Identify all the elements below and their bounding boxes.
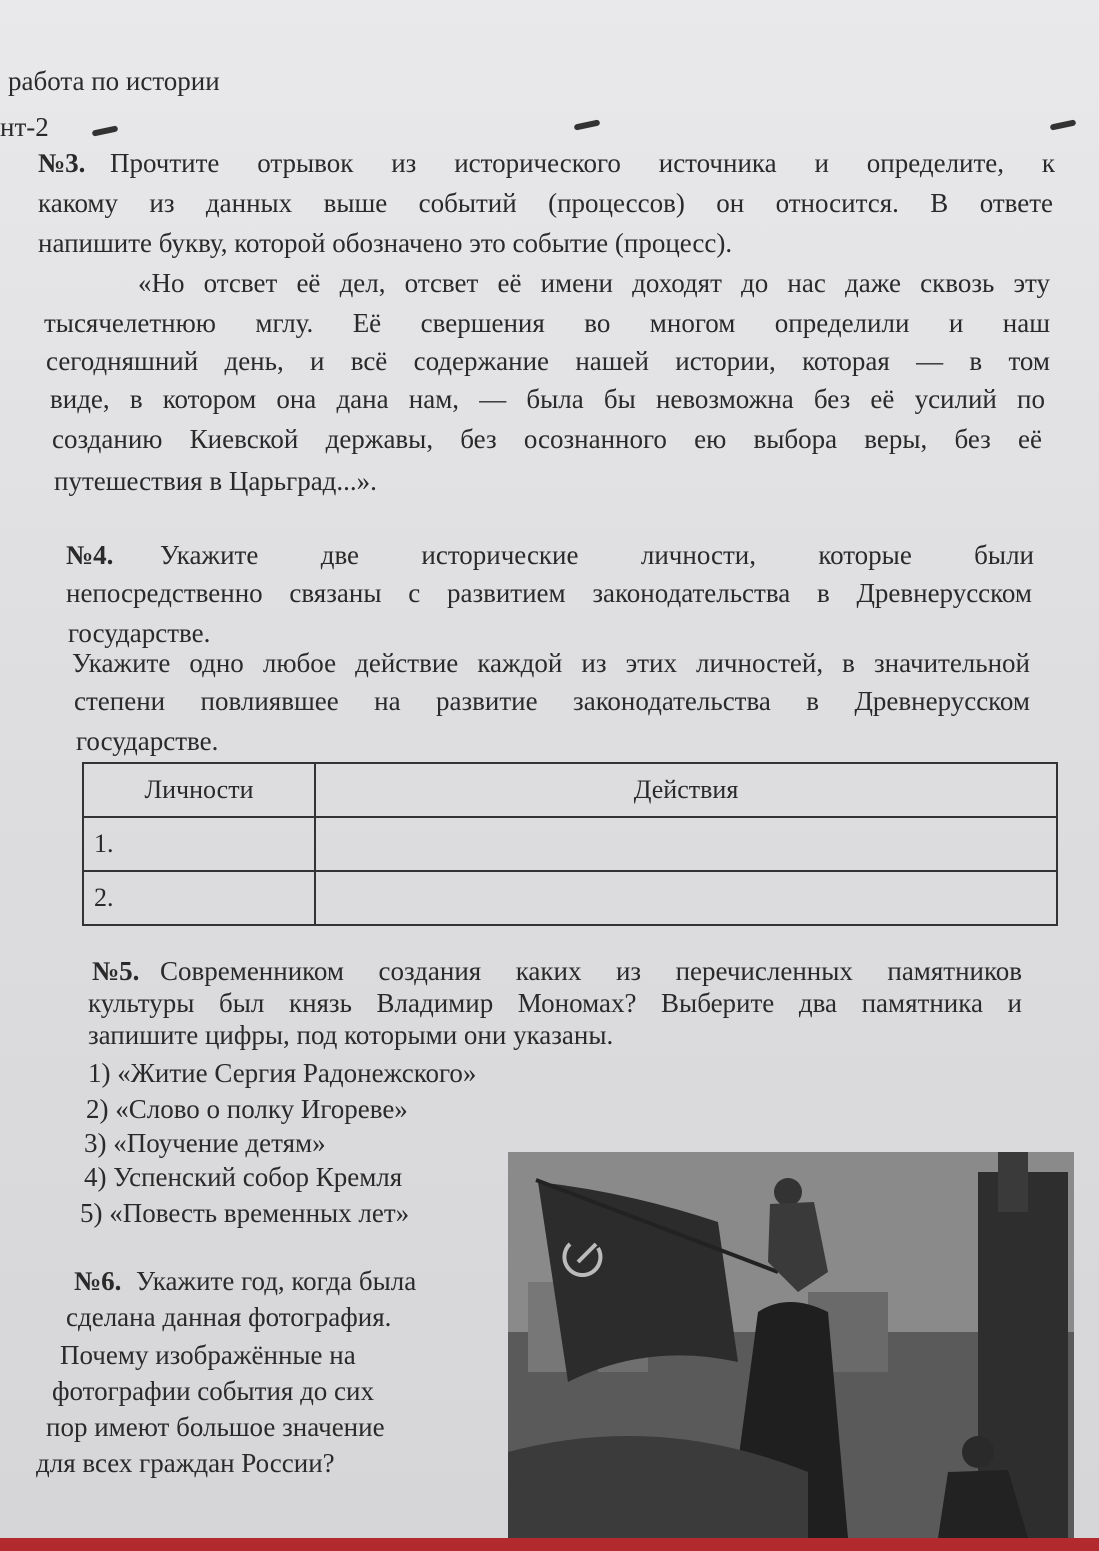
q4-line: степени повлиявшее на развитие законодательства в Древнерусском (74, 686, 1030, 716)
q6-line: для всех граждан России? (36, 1448, 335, 1478)
q3-quote-line: «Но отсвет её дел, отсвет её имени доходят до нас даже сквозь эту (138, 268, 1050, 298)
column-header-actions: Действия (315, 763, 1057, 817)
q6-line: Почему изображённые на (60, 1340, 356, 1370)
q3-quote-line: сегодняшний день, и всё содержание нашей истории, которая — в том (46, 346, 1050, 376)
q3-quote-line: виде, в котором она дана нам, — была бы невозможна без её усилий по (50, 384, 1045, 414)
q3-quote-line: тысячелетнюю мглу. Её свершения во многом определили и наш (44, 308, 1050, 338)
q4-number: №4. (66, 540, 114, 570)
q6-number: №6. (74, 1266, 122, 1296)
q6-line: пор имеют большое значение (46, 1412, 385, 1442)
q5-option: 3) «Поучение детям» (84, 1128, 326, 1158)
q4-line: Укажите одно любое действие каждой из этих личностей, в значительной (72, 648, 1030, 678)
answer-cell[interactable] (315, 871, 1057, 925)
q3-line: напишите букву, которой обозначено это событие (процесс). (38, 228, 733, 258)
q4-line: Укажите две исторические личности, которые были (160, 540, 1034, 570)
q3-line: какому из данных выше событий (процессов) он относится. В ответе (38, 188, 1053, 218)
photo-illustration (508, 1152, 1074, 1538)
q5-line: культуры был князь Владимир Мономах? Выберите два памятника и (88, 988, 1022, 1018)
q5-number: №5. (92, 956, 140, 986)
q5-line: Современником создания каких из перечисленных памятников (160, 956, 1022, 986)
q4-line: государстве. (68, 618, 211, 648)
row-number: 2. (83, 871, 315, 925)
answer-table (82, 762, 1058, 926)
q6-line: сделана данная фотография. (66, 1302, 392, 1332)
red-folder-edge (0, 1538, 1099, 1551)
row-number: 1. (83, 817, 315, 871)
q3-quote-line: путешествия в Царьград...». (54, 466, 377, 496)
q6-line: Укажите год, когда была (136, 1266, 417, 1296)
q4-line: государстве. (76, 726, 219, 756)
q5-option: 5) «Повесть временных лет» (80, 1198, 410, 1228)
table-row (83, 817, 1057, 871)
header-title: работа по истории (8, 66, 220, 96)
q3-number: №3. (38, 148, 86, 178)
q3-line: Прочтите отрывок из исторического источника и определите, к (110, 148, 1055, 178)
q5-option: 1) «Житие Сергия Радонежского» (88, 1058, 477, 1088)
q5-option: 4) Успенский собор Кремля (84, 1162, 403, 1192)
answer-cell[interactable] (315, 817, 1057, 871)
historical-photo (508, 1152, 1074, 1538)
table-row (83, 871, 1057, 925)
column-header-persons: Личности (83, 763, 315, 817)
q3-quote-line: созданию Киевской державы, без осознанного ею выбора веры, без её (52, 424, 1042, 454)
header-variant: нт-2 (0, 112, 49, 142)
q5-option: 2) «Слово о полку Игореве» (86, 1094, 408, 1124)
q6-line: фотографии события до сих (52, 1376, 374, 1406)
q4-line: непосредственно связаны с развитием законодательства в Древнерусском (66, 578, 1032, 608)
q5-line: запишите цифры, под которыми они указаны. (88, 1020, 614, 1050)
table-header-row (83, 763, 1057, 817)
